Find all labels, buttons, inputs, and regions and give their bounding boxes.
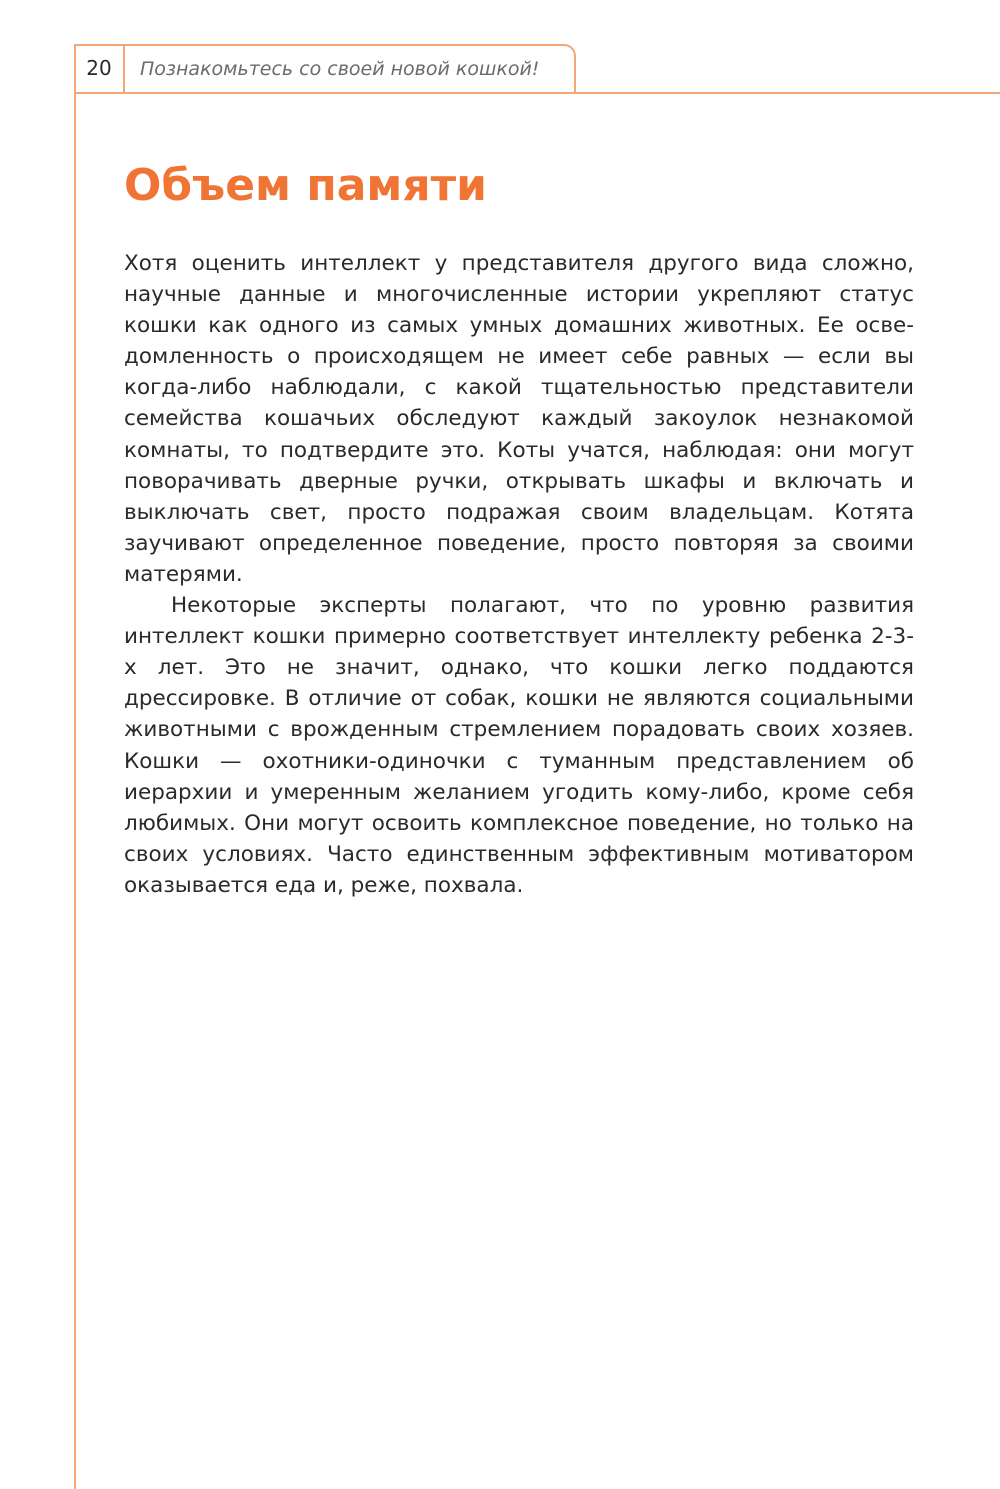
section-heading: Объем памяти — [124, 160, 487, 211]
page-frame-left-rule — [74, 44, 76, 1489]
page-number: 20 — [86, 56, 112, 80]
paragraph-1: Хотя оценить интеллект у представителя другого вида сложно, научные данные и многочисленные истории укрепляют статус кошки как одного из самых умных домашних животных. Ее осведомленность о происходящем не имеет себе равных — если вы когда-либо наблюдали, с какой тщательностью представители семейства кошачьих обследуют каждый закоулок незнакомой комнаты, то подтвердите это. Коты учатся, наблюдая: они могут поворачивать дверные ручки, открывать шкафы и включать и выключать свет, просто подражая своим владельцам. Котята заучивают определенное поведение, просто повторяя за своими матерями. — [124, 251, 914, 587]
running-head-rule — [74, 92, 1000, 94]
body-text — [124, 248, 914, 901]
paragraph-2: Некоторые эксперты полагают, что по уровню развития интеллект кошки примерно соответствует интеллекту ребенка 2-3-х лет. Это не значит, однако, что кошки легко поддаются дрессировке. В отличие от собак, кошки не являются социальными животными с врожденным стремлением порадовать своих хозяев. Кошки — охотники-одиночки с туманным представлением об иерархии и умеренным желанием угодить кому-либо, кроме себя любимых. Они могут освоить комплексное поведение, но только на своих условиях. Часто единственным эффективным мотиватором оказывается еда и, реже, похвала. — [124, 593, 914, 898]
running-head — [74, 44, 1000, 94]
running-title: Познакомьтесь со своей новой кошкой! — [140, 58, 540, 80]
